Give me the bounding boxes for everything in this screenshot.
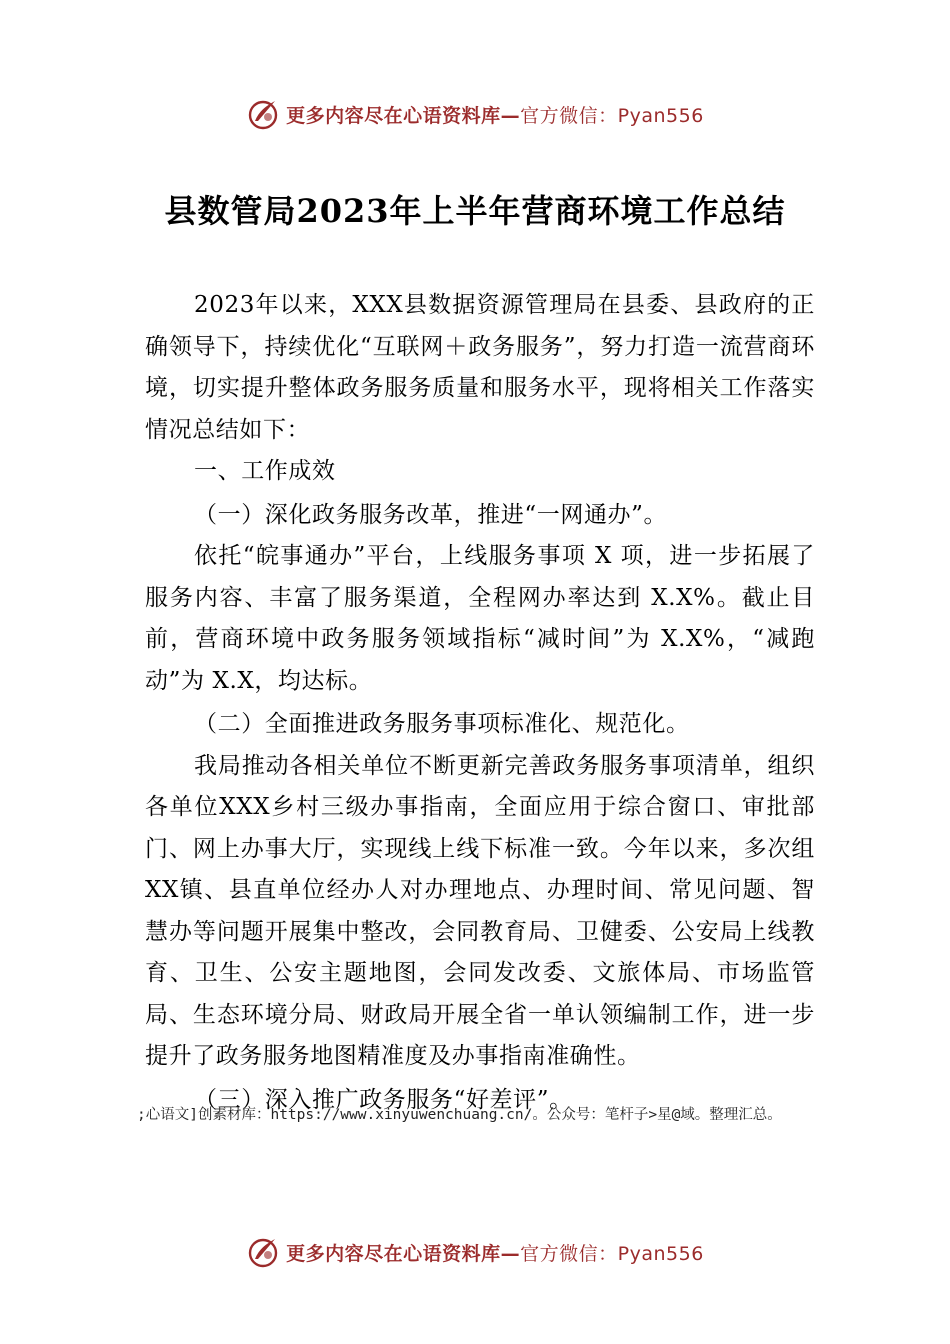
paragraph-2: 我局推动各相关单位不断更新完善政务服务事项清单，组织各单位XXX乡村三级办事指南，全面应用于综合窗口、审批部门、网上办事大厅，实现线上线下标准一致。今年以来，多次组XX镇、县直单位经办人对办理地点、办理时间、常见问题、智慧办等问题开展集中整改，会同教育局、卫健委、公安局上线教育、卫生、公安主题地图，会同发改委、文旅体局、市场监管局、生态环境分局、财政局开展全省一单认领编制工作，进一步提升了政务服务地图精准度及办事指南准确性。 [145, 752, 815, 1069]
paragraph-intro: 2023年以来，XXX县数据资源管理局在县委、县政府的正确领导下，持续优化“互联网＋政务服务”，努力打造一流营商环境，切实提升整体政务服务质量和服务水平，现将相关工作落实情况总结如下： [145, 292, 815, 443]
banner-wechat: 官方微信：Pyan556 [520, 1242, 704, 1265]
pen-ring-logo-icon [246, 1235, 280, 1269]
document-body [145, 285, 815, 1121]
header-banner [0, 94, 950, 134]
subsection-heading-1: （一）深化政务服务改革，推进“一网通办”。 [194, 501, 668, 528]
section-heading-1: 一、工作成效 [194, 458, 336, 484]
banner-wechat: 官方微信：Pyan556 [520, 104, 704, 127]
subsection-heading-2: （二）全面推进政务服务事项标准化、规范化。 [194, 711, 690, 737]
subsection-heading-3: （三）深入推广政务服务“好差评”。 [194, 1086, 573, 1113]
banner-text: 更多内容尽在心语资料库—官方微信：Pyan556 [286, 104, 704, 127]
source-line: ;心语文]创素材库：https://www.xinyuwenchuang.cn/。公众号：笔杆子>星@域。整理汇总。 [137, 1107, 782, 1123]
paragraph-1: 依托“皖事通办”平台，上线服务事项 X 项，进一步拓展了服务内容、丰富了服务渠道，全程网办率达到 X.X%。截止目前，营商环境中政务服务领域指标“减时间”为 X.X%，“减跑动”为 X.X，均达标。 [145, 543, 815, 694]
footer-banner [0, 1232, 950, 1272]
banner-text: 更多内容尽在心语资料库—官方微信：Pyan556 [286, 1242, 704, 1265]
pen-ring-logo-icon [246, 97, 280, 131]
document-title: 县数管局2023年上半年营商环境工作总结 [164, 192, 786, 230]
